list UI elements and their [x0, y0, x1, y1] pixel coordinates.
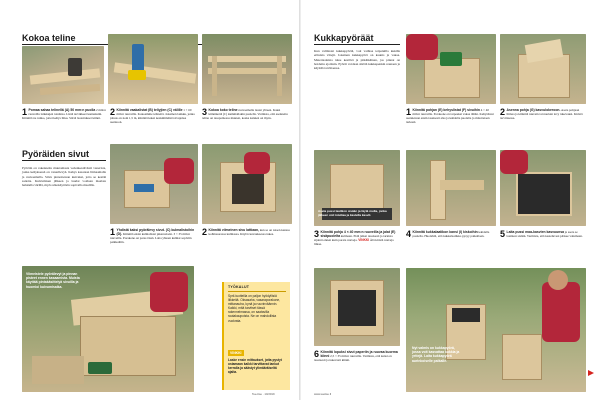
section-title-pyoraiden-sivut: Pyöräiden sivut	[22, 149, 90, 159]
page-footer-right: www.teeitse.fi	[314, 392, 332, 396]
step-text: 2,5 × 35 mm:n ruuveilla. Varmista, että kansi on tasaisesti ja tukevasti kiinni.	[314, 354, 392, 363]
step-caption-5	[202, 228, 292, 236]
step-photo-4	[110, 144, 198, 224]
step-text: 2 mm:n ruuveilla lankkujen toisiinsa. Lisää tarvikkeet kannaksiin. Kiinnitä ne runko, jottei kehys liiku. Siirrä laatoitukset kiinni.	[22, 108, 106, 121]
right-step-caption-1	[406, 108, 496, 124]
step-lead: Kiinnitä viimeinen sivu lattiaan,	[208, 228, 260, 232]
step-number: 4	[406, 229, 412, 239]
right-photo-overlay-caption: Aseta pussi laatikon sisään ja täytä multa, jonka jälkeen voit istuttaa ja kastella kasvit.	[318, 209, 387, 217]
step-lead: Laita pussi maa-kasvien kasvuunsa	[506, 230, 564, 234]
right-step-photo-2	[500, 34, 586, 104]
step-lead: Kiinnitä vaakalistat (B) teliyjien (C) välille	[116, 108, 183, 112]
step-number: 1	[22, 107, 28, 117]
step-caption-3	[202, 108, 292, 120]
tip-text: Laske ensin mittaukset, jotta pystyt ostamaan kaikki tarvittavat lankut kerralla ja säästyt ylimääräiseltä ajalta.	[228, 358, 282, 375]
step-number: 5	[500, 229, 506, 239]
step-photo-5	[202, 144, 292, 224]
photo-overlay-caption: Viimeistele pyörälevyt ja pinnan pisteet ennen kasaamista. Muista käyttää pintakäsittelyä sivuilla ja huomioi kuivumisaika.	[26, 272, 80, 289]
right-step-caption-5	[500, 230, 586, 238]
right-page	[300, 0, 600, 400]
tools-text: Sprii-tuotteilla on paljon hyödyllisiä liikkeitä. Oksasaha, vasaraporakone, mittanauha, kynä ja ruuvinväännin. Kaikki, mitä tarvitset tässä rakennelmassa, on saatavilla rautakaupoista. Ne on mahdollista vuokrata.	[228, 294, 281, 323]
warning-label: VINKKI	[358, 238, 370, 243]
right-step-photo-5	[500, 150, 586, 226]
final-overlay-caption: Nyt valmis on kukkapyörä, jossa voit kasvattaa kukkia ja yrttejä. Laita kukkapyörä aurinkoiselle paikalle.	[412, 346, 460, 363]
large-photo-finished	[406, 268, 586, 392]
tools-rule	[228, 291, 286, 292]
tools-title: TYÖKALUT	[228, 285, 250, 289]
section-title-kokoa-teline: Kokoa teline	[22, 33, 76, 43]
right-step-caption-3	[314, 230, 400, 246]
step-lead: Kokoa koko teline	[208, 108, 238, 112]
step-lead: Asenna pohja (G) kasvulokeroon.	[506, 108, 561, 112]
step-caption-1	[22, 108, 106, 120]
step-text: ja aseta se laatikon sisään. Varmista, että kasteluvesi pääsee valumaan.	[506, 230, 583, 239]
step-text: kun se on toisen kanssa kohtisuorassa kulmassa. Käytä ruuvauksessa tukea.	[208, 228, 290, 237]
step-number: 3	[202, 107, 208, 117]
step-photo-1	[22, 46, 104, 104]
step-text: kulmaan. Pidä jalkat tasaisesti ja tarkista sijainti ennen kuin porata ruuveja.	[314, 234, 393, 243]
step-text: Kiinnitä ensin kulmalistat pikaruuvein. 3 × 35 mm:n ruuveilla. Porakone on paras tässä. Laita yhteen kulmat sopiviin paikkoihin.	[110, 232, 192, 245]
section-title-kukkapyoraat: Kukkapyöräät	[314, 33, 374, 43]
step-caption-4	[110, 228, 198, 244]
intro-paragraph: Kun valmistat kukkapyörää, voit vaihtaa teipatuilla kukilla erilaisia värejä. Jokainen kukkapyörä on kaunis ja vakaa. Materiaaleista tulee kestävä ja pitkäikäinen, jos pinnat on hoidettu ajoittain. Pyörät voidaan siirtää kukkapenkin reunaan ja käyttää tarvittaessa.	[314, 49, 400, 71]
next-page-arrow-icon	[588, 370, 594, 376]
step-text: 1 × 60 mm:n ruuveilla. Kokoamme telinettä. Jokainen lankku, jonka pituus on noin 1,5 m, kiinnitä kaksi keskimmäistä sivujensa asentoon.	[110, 108, 195, 125]
step-number: 2	[110, 107, 116, 117]
section-rule	[314, 44, 400, 45]
step-lead: Kiinnitä pohjan (E) kehyslistat (F) sivuihin	[412, 108, 480, 112]
step-text: kahdella puolella. Huolehdi, että kukkalaatikko pysyy paikallaan.	[412, 230, 490, 239]
warning-text: Älä kiristä ruuveja liikaa.	[314, 238, 394, 247]
step-number: 2	[202, 227, 208, 237]
step-number: 1	[110, 227, 116, 237]
right-step-photo-6	[314, 268, 400, 346]
step-text: 4 × 40 mm:n ruuveilla. Porakone on tarpeeksi vakaa tähän. Kehyslistat asennetaan ensin tasaisesti alas ja kahdelta puolelta ja mitoitetaan tarkasti.	[406, 108, 494, 125]
step-lead: Yhdistä kaksi pyörälevy sivut. (C) kulmalistoihin (D).	[116, 228, 195, 237]
step-text: Aseta pohjaan liimaa ja kiinnitä ruuvein tai nauloin levy tukevaksi. Kiristä tarvittaessa.	[500, 108, 583, 121]
step-lead: Kiinnitä pohja 4 × 40 mm:n ruuveilla ja jalat (E) sisäpuolelta	[320, 230, 396, 239]
step-lead: Kiinnitä lopuksi sivut paperiin ja ruuvaa kuorma kiinni	[320, 350, 398, 359]
step-lead: Kiinnitä kukkalaatikon kansi (I) kiskoihin	[412, 230, 478, 234]
step-caption-2	[110, 108, 198, 124]
step-number: 6	[314, 349, 320, 359]
step-number: 2	[500, 107, 506, 117]
right-step-caption-2	[500, 108, 586, 120]
body-paragraph: Pyöräin on rakennettu muutamasta vedenkestävästä vanerista, jonka kehyksessä on vanerilevyä. Kehys kasataan liimaamalla ja ruuvaamalla. Siivu pinnoitetaan kuivaksi, jotta se kestää sadetta. Kuivumisen jälkeen ja laudat voidaan maalata halutulla värillä, myös ulkokäyttöön sopivalla maalilla.	[22, 166, 106, 188]
section-rule	[22, 160, 106, 161]
step-photo-2	[108, 34, 198, 104]
page-footer-left: Tee-Itse · 10/2019	[252, 392, 275, 396]
step-photo-3	[202, 34, 292, 104]
right-step-caption-4	[406, 230, 496, 238]
tip-label: VINKKI	[230, 350, 242, 355]
right-step-caption-6	[314, 350, 400, 362]
step-number: 3	[314, 229, 320, 239]
right-step-photo-1	[406, 34, 496, 104]
step-text: ruuvaamalla lautat yhteen. Kaksi kiinnikettä (C) kummallakin puolella. Varmista, että asennettu teline on tasapainossa muuten, koska kannen on myös.	[202, 108, 288, 121]
step-number: 1	[406, 107, 412, 117]
right-step-photo-4	[406, 150, 496, 226]
step-lead: Pomaa sahaa telinellä (A) 50 mm:n puolla	[28, 108, 96, 112]
